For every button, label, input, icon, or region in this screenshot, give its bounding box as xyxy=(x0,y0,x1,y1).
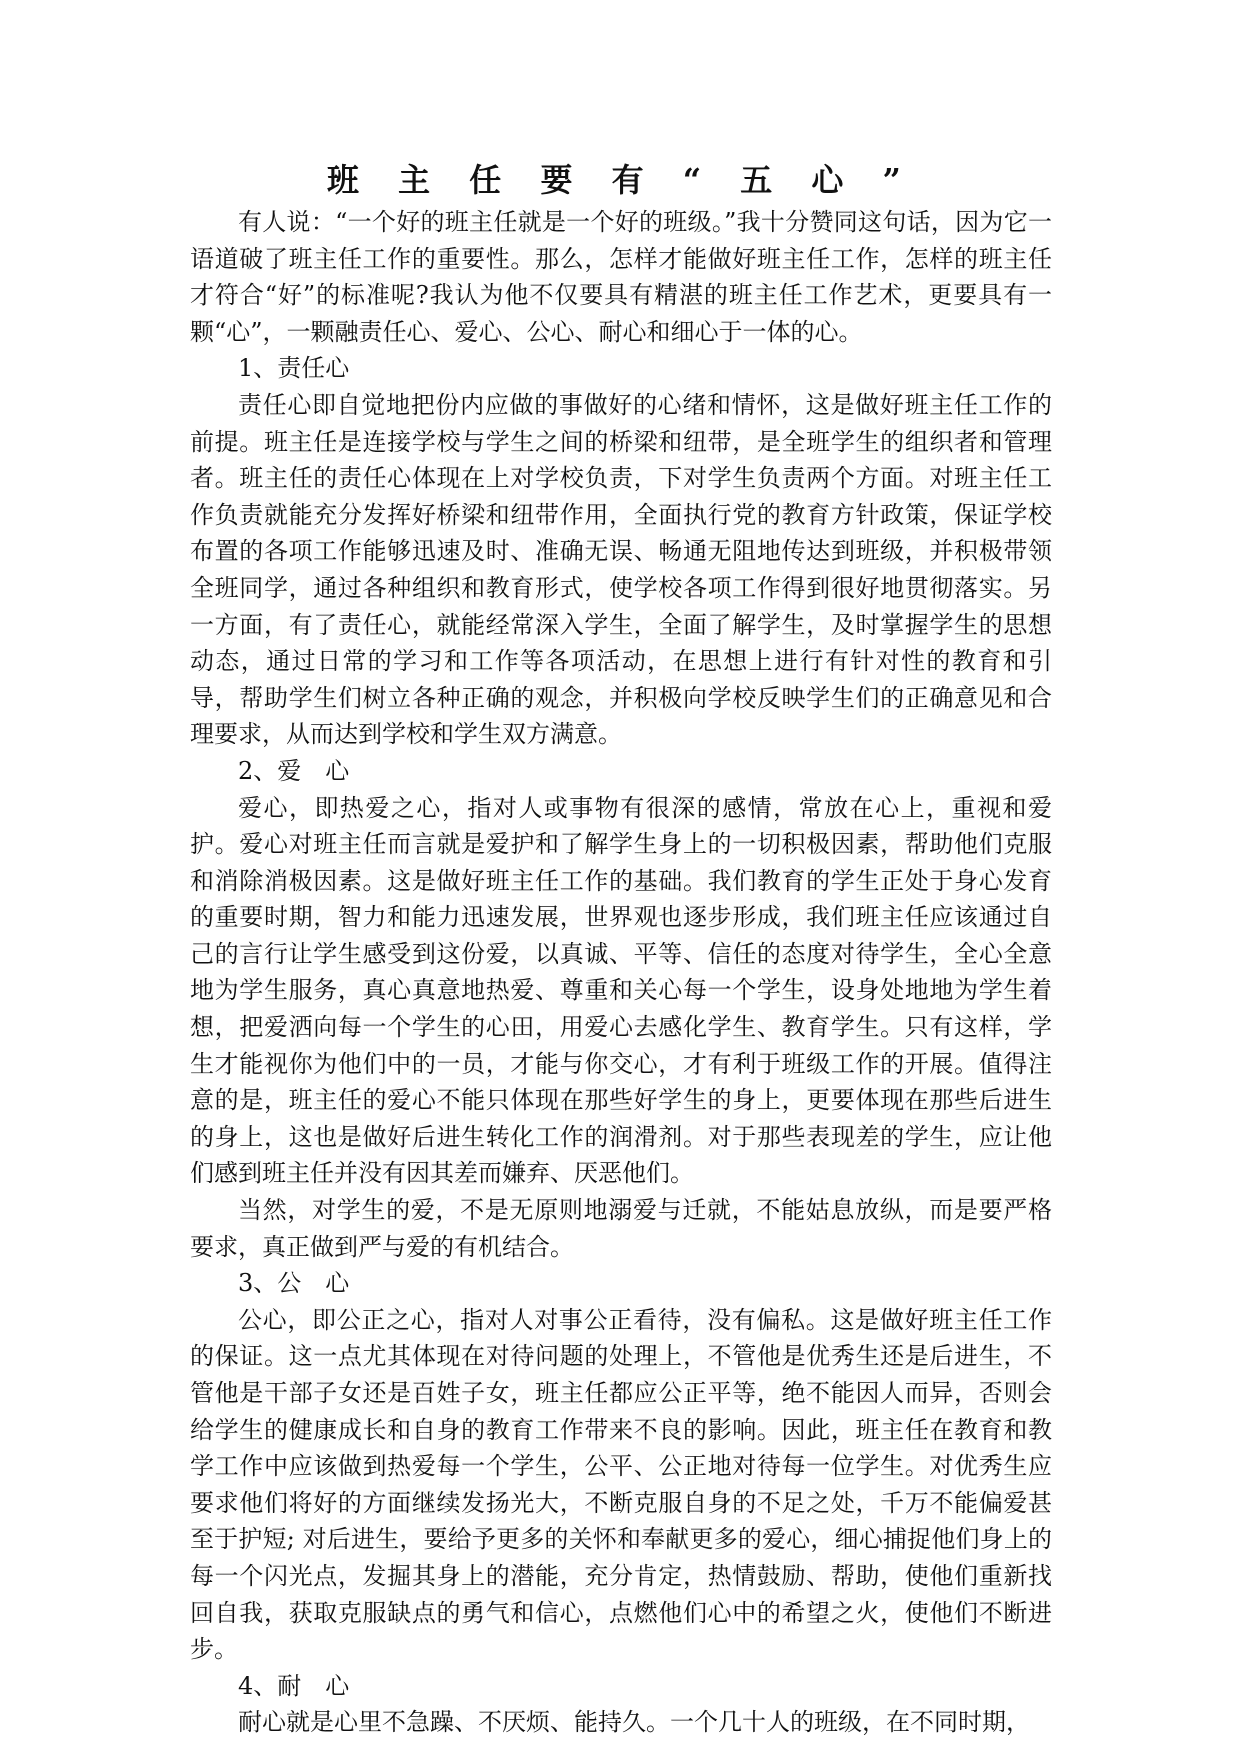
section-heading-fairness: 3、公 心 xyxy=(238,1269,350,1298)
document-page xyxy=(190,160,1052,1741)
section-heading-love: 2、爱 心 xyxy=(238,756,350,785)
document-title: 班 主 任 要 有 “ 五 心 ” xyxy=(327,161,915,199)
intro-paragraph: 有人说：“一个好的班主任就是一个好的班级。”我十分赞同这句话，因为它一语道破了班主任工作的重要性。那么，怎样才能做好班主任工作，怎样的班主任才符合“好”的标准呢?我认为他不仅要具有精湛的班主任工作艺术，更要具有一颗“心”，一颗融责任心、爱心、公心、耐心和细心于一体的心。 xyxy=(190,208,1052,346)
section-heading-patience: 4、耐 心 xyxy=(238,1671,350,1700)
fairness-paragraph: 公心，即公正之心，指对人对事公正看待，没有偏私。这是做好班主任工作的保证。这一点尤其体现在对待问题的处理上，不管他是优秀生还是后进生，不管他是干部子女还是百姓子女，班主任都应公正平等，绝不能因人而异，否则会给学生的健康成长和自身的教育工作带来不良的影响。因此，班主任在教育和教学工作中应该做到热爱每一个学生，公平、公正地对待每一位学生。对优秀生应要求他们将好的方面继续发扬光大，不断克服自身的不足之处，千万不能偏爱甚至于护短; 对后进生，要给予更多的关怀和奉献更多的爱心，细心捕捉他们身上的每一个闪光点，发掘其身上的潜能，充分肯定，热情鼓励、帮助，使他们重新找回自我，获取克服缺点的勇气和信心，点燃他们心中的希望之火，使他们不断进步。 xyxy=(190,1305,1052,1664)
responsibility-paragraph: 责任心即自觉地把份内应做的事做好的心绪和情怀，这是做好班主任工作的前提。班主任是连接学校与学生之间的桥梁和纽带，是全班学生的组织者和管理者。班主任的责任心体现在上对学校负责，下对学生负责两个方面。对班主任工作负责就能充分发挥好桥梁和纽带作用，全面执行党的教育方针政策，保证学校布置的各项工作能够迅速及时、准确无误、畅通无阻地传达到班级，并积极带领全班同学，通过各种组织和教育形式，使学校各项工作得到很好地贯彻落实。另一方面，有了责任心，就能经常深入学生，全面了解学生，及时掌握学生的思想动态，通过日常的学习和工作等各项活动，在思想上进行有针对性的教育和引导，帮助学生们树立各种正确的观念，并积极向学校反映学生们的正确意见和合理要求，从而达到学校和学生双方满意。 xyxy=(190,390,1052,749)
love-paragraph-2: 当然，对学生的爱，不是无原则地溺爱与迁就，不能姑息放纵，而是要严格要求，真正做到严与爱的有机结合。 xyxy=(190,1196,1052,1261)
section-heading-responsibility: 1、责任心 xyxy=(238,354,350,383)
patience-paragraph: 耐心就是心里不急躁、不厌烦、能持久。一个几十人的班级，在不同时期， xyxy=(238,1708,1030,1737)
love-paragraph: 爱心，即热爱之心，指对人或事物有很深的感情，常放在心上，重视和爱护。爱心对班主任而言就是爱护和了解学生身上的一切积极因素，帮助他们克服和消除消极因素。这是做好班主任工作的基础。我们教育的学生正处于身心发育的重要时期，智力和能力迅速发展，世界观也逐步形成，我们班主任应该通过自己的言行让学生感受到这份爱，以真诚、平等、信任的态度对待学生，全心全意地为学生服务，真心真意地热爱、尊重和关心每一个学生，设身处地地为学生着想，把爱洒向每一个学生的心田，用爱心去感化学生、教育学生。只有这样，学生才能视你为他们中的一员，才能与你交心，才有利于班级工作的开展。值得注意的是，班主任的爱心不能只体现在那些好学生的身上，更要体现在那些后进生的身上，这也是做好后进生转化工作的润滑剂。对于那些表现差的学生，应让他们感到班主任并没有因其差而嫌弃、厌恶他们。 xyxy=(190,793,1052,1188)
